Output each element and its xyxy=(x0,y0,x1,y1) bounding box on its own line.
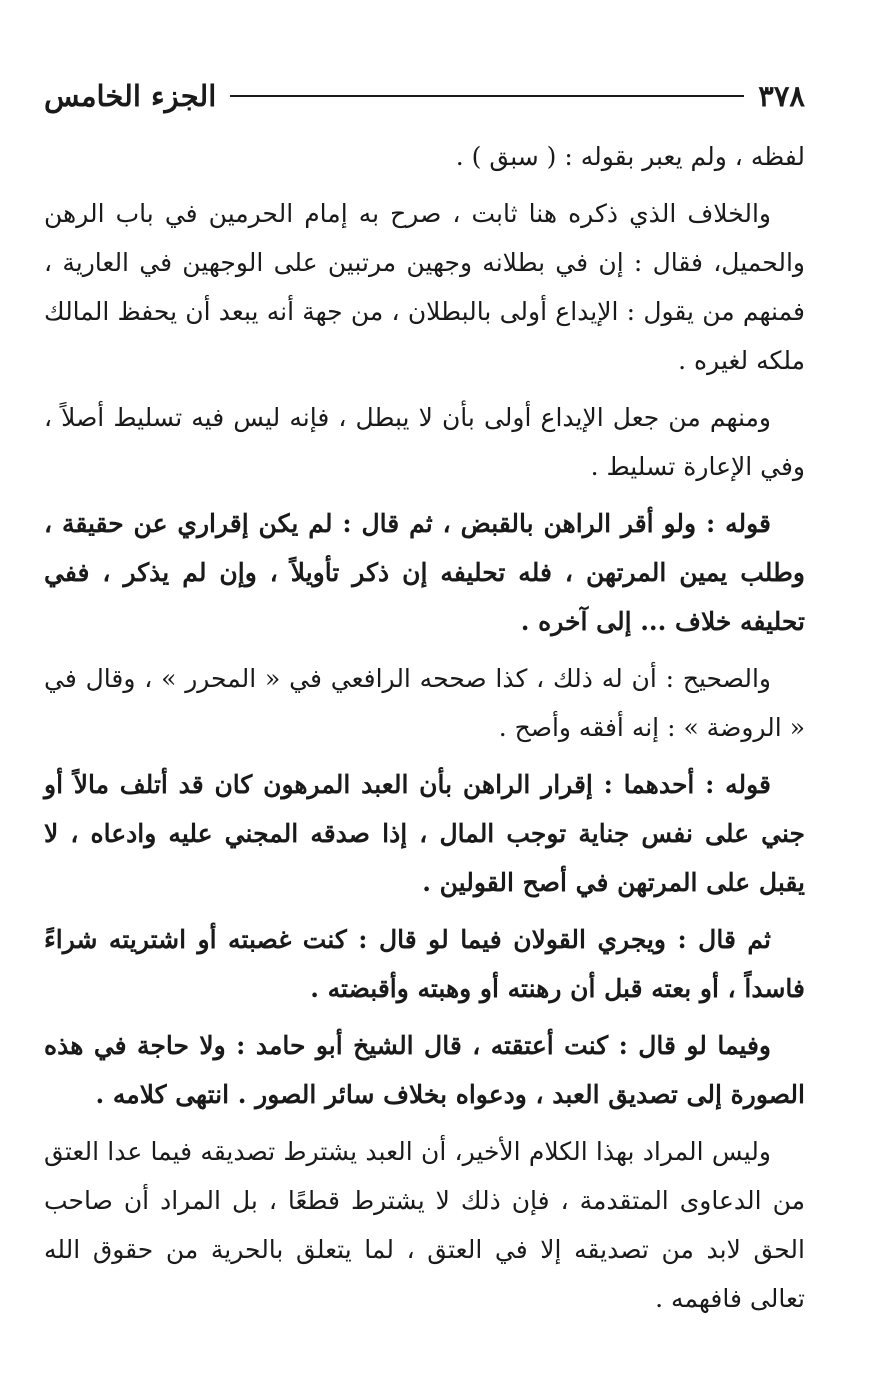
paragraph: وليس المراد بهذا الكلام الأخير، أن العبد يشترط تصديقه فيما عدا العتق من الدعاوى المتقدمة ، فإن ذلك لا يشترط قطعًا ، بل المراد أن صاحب الحق لابد من تصديقه إلا في العتق ، لما يتعلق بالحرية من حقوق الله تعالى فافهمه . xyxy=(44,1137,805,1313)
running-title: الجزء الخامس xyxy=(44,79,217,113)
page-header xyxy=(44,72,805,120)
paragraph: والخلاف الذي ذكره هنا ثابت ، صرح به إمام الحرمين في باب الرهن والحميل، فقال : إن في بطلانه وجهين مرتبين على الوجهين في العارية ، فمنهم من يقول : الإيداع أولى بالبطلان ، من جهة أنه يبعد أن يحفظ المالك ملكه لغيره . xyxy=(44,199,805,375)
paragraph: والصحيح : أن له ذلك ، كذا صححه الرافعي في « المحرر » ، وقال في « الروضة » : إنه أفقه وأصح . xyxy=(44,664,805,742)
quoted-passage: ثم قال : ويجري القولان فيما لو قال : كنت غصبته أو اشتريته شراءً فاسداً ، أو بعته قبل أن رهنته أو وهبته وأقبضته . xyxy=(44,925,805,1003)
page-body xyxy=(44,132,805,1323)
page-number: ٣٧٨ xyxy=(758,79,805,113)
header-rule xyxy=(230,95,744,97)
paragraph: لفظه ، ولم يعبر بقوله : ( سبق ) . xyxy=(455,142,805,171)
quoted-passage: قوله : ولو أقر الراهن بالقبض ، ثم قال : لم يكن إقراري عن حقيقة ، وطلب يمين المرتهن ، فله تحليفه إن ذكر تأويلاً ، وإن لم يذكر ، ففي تحليفه خلاف ... إلى آخره . xyxy=(44,509,805,636)
paragraph: ومنهم من جعل الإيداع أولى بأن لا يبطل ، فإنه ليس فيه تسليط أصلاً ، وفي الإعارة تسليط . xyxy=(44,403,805,481)
quoted-passage: قوله : أحدهما : إقرار الراهن بأن العبد المرهون كان قد أتلف مالاً أو جني على نفس جناية توجب المال ، إذا صدقه المجني عليه وادعاه ، لا يقبل على المرتهن في أصح القولين . xyxy=(44,770,805,897)
quoted-passage: وفيما لو قال : كنت أعتقته ، قال الشيخ أبو حامد : ولا حاجة في هذه الصورة إلى تصديق العبد ، ودعواه بخلاف سائر الصور . انتهى كلامه . xyxy=(44,1031,805,1109)
